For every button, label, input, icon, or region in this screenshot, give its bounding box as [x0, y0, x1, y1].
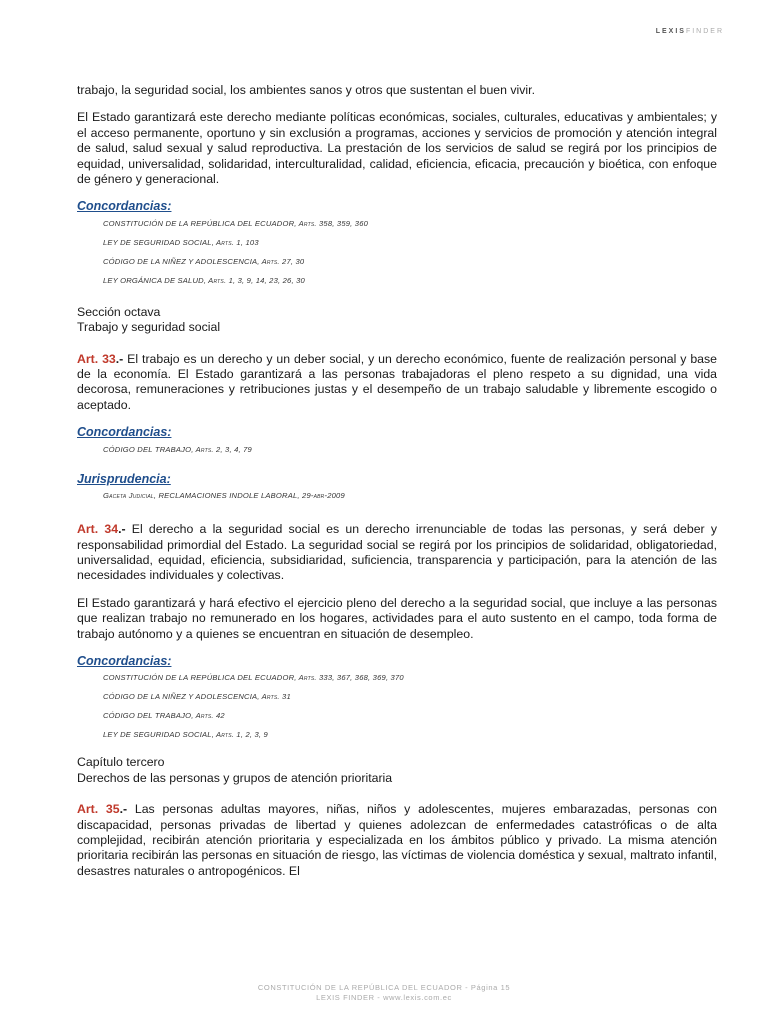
reference-link[interactable]: Gaceta Judicial, RECLAMACIONES INDOLE LABORAL, 29-abr-2009 — [103, 491, 345, 501]
reference-link[interactable]: CÓDIGO DEL TRABAJO, Arts. 2, 3, 4, 79 — [103, 444, 252, 454]
footer-site: LEXIS FINDER - www.lexis.com.ec — [316, 993, 452, 1002]
page-footer — [0, 983, 768, 1003]
document-body — [77, 83, 717, 891]
article-dash: .- — [118, 522, 126, 537]
reference-link[interactable]: CÓDIGO DE LA NIÑEZ Y ADOLESCENCIA, Arts. 27, 30 — [103, 256, 305, 266]
article-33 — [77, 352, 717, 414]
article-text: El trabajo es un derecho y un deber social, y un derecho económico, fuente de realización personal y base de la economía. El Estado garantizará a las personas trabajadoras el pleno respeto a su dignidad, una vida decorosa, remuneraciones y retribuciones justas y el desempeño de un trabajo saludable y libremente escogido o aceptado. — [77, 351, 717, 412]
footer-title: CONSTITUCIÓN DE LA REPÚBLICA DEL ECUADOR - Página 15 — [257, 983, 511, 992]
concordancias-list — [103, 445, 717, 454]
brand-name-finder: FINDER — [685, 28, 724, 35]
jurisprudencia-list — [103, 491, 717, 500]
paragraph: trabajo, la seguridad social, los ambientes sanos y otros que sustentan el buen vivir. — [77, 83, 535, 97]
reference-link[interactable]: CÓDIGO DEL TRABAJO, Arts. 42 — [103, 711, 225, 721]
reference-link[interactable]: LEY ORGÁNICA DE SALUD, Arts. 1, 3, 9, 14, 23, 26, 30 — [103, 275, 305, 285]
concordancias-heading[interactable]: Concordancias: — [77, 199, 172, 214]
article-label: Art. 34 — [77, 522, 119, 537]
article-label: Art. 35 — [77, 802, 120, 817]
article-dash: .- — [115, 351, 124, 366]
reference-link[interactable]: CONSTITUCIÓN DE LA REPÚBLICA DEL ECUADOR, Arts. 333, 367, 368, 369, 370 — [103, 673, 404, 683]
paragraph: El Estado garantizará este derecho mediante políticas económicas, sociales, culturales, educativas y ambientales; y el acceso permanente, oportuno y sin exclusión a programas, acciones y servicios de promoción y atención integral de salud, salud sexual y salud reproductiva. La prestación de los servicios de salud se regirá por los principios de equidad, universalidad, solidaridad, interculturalidad, calidad, eficiencia, eficacia, precaución y bioética, con enfoque de género y generacional. — [77, 110, 717, 187]
brand-logo — [656, 28, 724, 35]
chapter-subtitle: Derechos de las personas y grupos de atención prioritaria — [77, 770, 393, 785]
chapter-title: Capítulo tercero — [77, 755, 165, 770]
article-35 — [77, 802, 717, 879]
concordancias-list — [103, 673, 717, 739]
article-text: Las personas adultas mayores, niñas, niños y adolescentes, mujeres embarazadas, personas con discapacidad, personas privadas de libertad y quienes adolezcan de enfermedades catastróficas o de alta complejidad, recibirán atención prioritaria y especializada en los ámbitos público y privado. La misma atención prioritaria recibirán las personas en situación de riesgo, las víctimas de violencia doméstica y sexual, maltrato infantil, desastres naturales o antropogénicos. El — [77, 802, 717, 878]
article-text: El derecho a la seguridad social es un derecho irrenunciable de todas las personas, y será deber y responsabilidad primordial del Estado. La seguridad social se regirá por los principios de solidaridad, obligatoriedad, universalidad, equidad, eficiencia, subsidiaridad, suficiencia, transparencia y participación, para la atención de las necesidades individuales y colectivas. — [77, 522, 717, 583]
reference-link[interactable]: CÓDIGO DE LA NIÑEZ Y ADOLESCENCIA, Arts. 31 — [103, 692, 291, 702]
brand-name-lexis: LEXIS — [655, 28, 686, 35]
article-label: Art. 33 — [77, 351, 116, 366]
reference-link[interactable]: LEY DE SEGURIDAD SOCIAL, Arts. 1, 2, 3, 9 — [103, 730, 268, 740]
concordancias-heading[interactable]: Concordancias: — [77, 653, 172, 668]
reference-link[interactable]: CONSTITUCIÓN DE LA REPÚBLICA DEL ECUADOR, Arts. 358, 359, 360 — [103, 218, 369, 228]
article-dash: .- — [119, 802, 128, 817]
jurisprudencia-heading[interactable]: Jurisprudencia: — [77, 471, 171, 486]
section-title: Sección octava — [77, 304, 161, 319]
concordancias-list — [103, 219, 717, 285]
reference-link[interactable]: LEY DE SEGURIDAD SOCIAL, Arts. 1, 103 — [103, 237, 259, 247]
concordancias-heading[interactable]: Concordancias: — [77, 425, 172, 440]
article-34 — [77, 522, 717, 584]
paragraph: El Estado garantizará y hará efectivo el ejercicio pleno del derecho a la seguridad social, que incluye a las personas que realizan trabajo no remunerado en los hogares, actividades para el auto sustento en el campo, toda forma de trabajo autónomo y a quienes se encuentran en situación de desempleo. — [77, 595, 717, 641]
section-subtitle: Trabajo y seguridad social — [77, 320, 221, 335]
